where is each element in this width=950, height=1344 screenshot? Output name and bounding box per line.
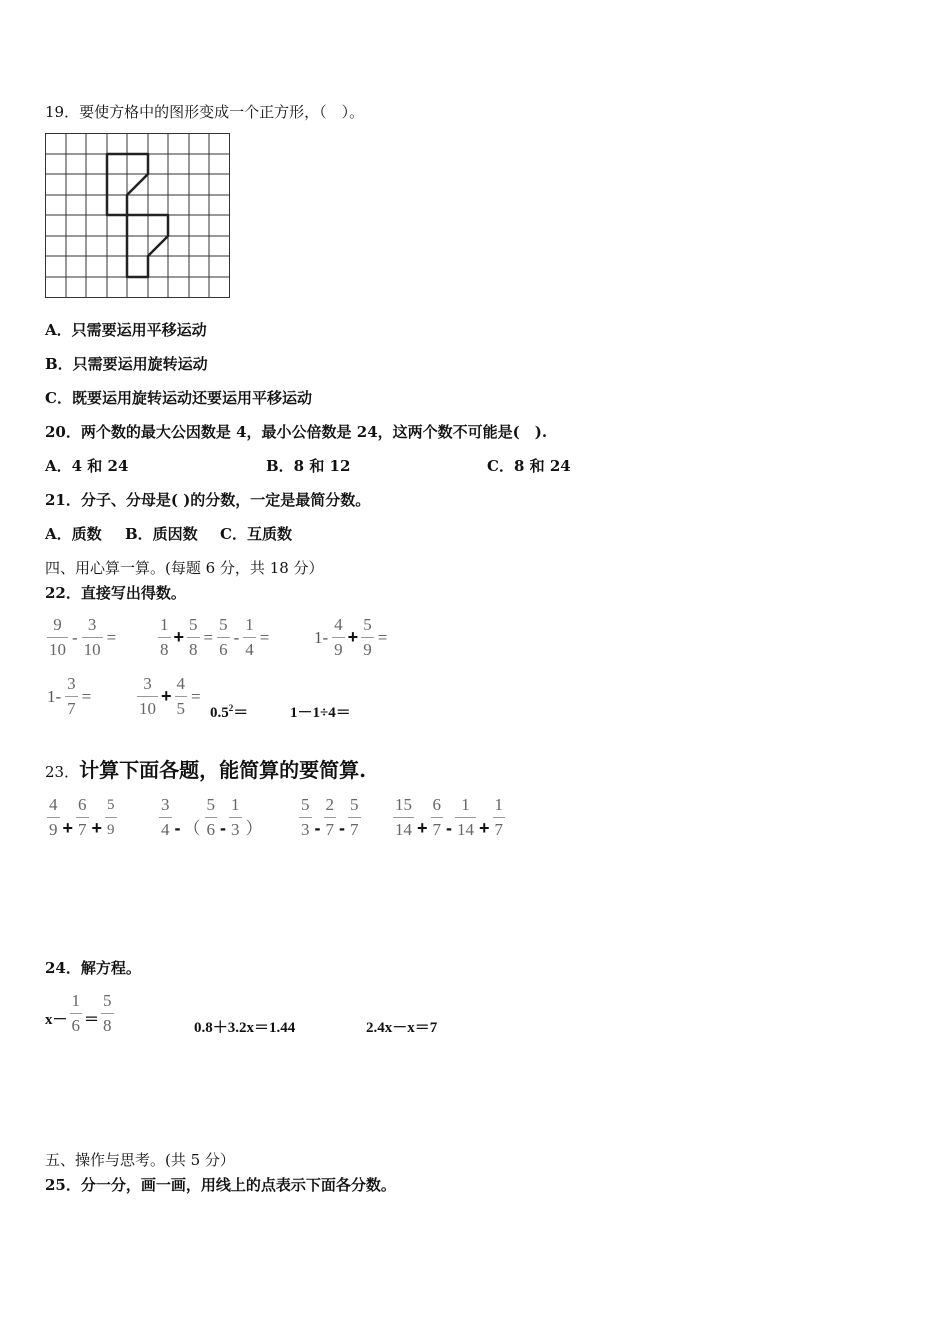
q23-expr-2: $\frac{3}{4}$ - （ $\frac{5}{6}$ - $\frac{1}{3}$ ） <box>161 795 263 839</box>
q22-expr-4: 1- $\frac{3}{7}$ = <box>47 674 92 718</box>
fraction: $\frac{6}{7}$ <box>78 795 87 839</box>
fraction: $\frac{1}{8}$ <box>160 615 169 659</box>
q19-stem: 19．要使方格中的图形变成一个正方形，（ ）。 <box>45 103 365 121</box>
fraction: $\frac{1}{6}$ <box>71 991 81 1035</box>
q19-option-a: A．只需要运用平移运动 <box>45 321 207 339</box>
fraction: $\frac{3}{10}$ <box>83 615 101 659</box>
fraction: $\frac{5}{8}$ <box>189 615 198 659</box>
q24-equation-2: 0.8＋3.2x＝1.44 <box>194 1020 296 1036</box>
q21-option-b: B．质因数 <box>125 525 198 543</box>
fraction: $\frac{4}{9}$ <box>49 795 58 839</box>
q20-option-b: B．8 和 12 <box>266 457 351 475</box>
q21-option-a: A．质数 <box>45 525 102 543</box>
q21-option-c: C．互质数 <box>220 525 292 543</box>
q23-expr-4: $\frac{15}{14}$ + $\frac{6}{7}$ - $\frac{1}{14}$ + $\frac{1}{7}$ <box>395 795 504 839</box>
q24-stem: 24．解方程。 <box>45 959 141 977</box>
fraction: $\frac{1}{7}$ <box>494 795 504 839</box>
q23-number: 23． <box>45 763 80 781</box>
fraction: $\frac{3}{10}$ <box>139 674 156 718</box>
q22-expr-7: 1－1÷4＝ <box>290 705 351 721</box>
q22-expr-1: $\frac{9}{10}$ - $\frac{3}{10}$ = <box>49 615 117 659</box>
fraction: $\frac{5}{3}$ <box>301 795 310 839</box>
q20-option-a: A．4 和 24 <box>45 457 129 475</box>
q23-header <box>45 757 366 783</box>
fraction: $\frac{5}{9}$ <box>363 615 372 659</box>
fraction: $\frac{4}{9}$ <box>334 615 343 659</box>
fraction: $\frac{1}{4}$ <box>245 615 254 659</box>
fraction: $\frac{15}{14}$ <box>395 795 412 839</box>
q20-option-c: C．8 和 24 <box>487 457 571 475</box>
fraction: $\frac{3}{7}$ <box>67 674 76 718</box>
fraction: $\frac{2}{7}$ <box>325 795 334 839</box>
fraction: $\frac{9}{10}$ <box>49 615 66 659</box>
section4-title: 四、用心算一算。(每题 6 分，共 18 分） <box>45 559 324 577</box>
q23-expr-3: $\frac{5}{3}$ - $\frac{2}{7}$ - $\frac{5}{7}$ <box>301 795 359 839</box>
q25-stem: 25．分一分，画一画，用线上的点表示下面各分数。 <box>45 1176 396 1194</box>
grid-figure <box>44 132 232 299</box>
fraction: $\frac{5}{8}$ <box>103 991 112 1035</box>
fraction: $\frac{5}{9}$ <box>107 797 115 838</box>
q22-stem: 22．直接写出得数。 <box>45 584 186 602</box>
q20-stem: 20．两个数的最大公因数是 4，最小公倍数是 24，这两个数不可能是( ). <box>45 423 548 441</box>
section5-title: 五、操作与思考。(共 5 分） <box>45 1151 235 1169</box>
fraction: $\frac{5}{6}$ <box>219 615 228 659</box>
q22-expr-3: 1- $\frac{4}{9}$ + $\frac{5}{9}$ = <box>314 615 388 659</box>
fraction: $\frac{5}{7}$ <box>350 795 359 839</box>
q22-expr-6: $0.5^2=$ <box>210 703 249 721</box>
q21-stem: 21．分子、分母是( )的分数，一定是最简分数。 <box>45 491 371 509</box>
fraction: $\frac{1}{3}$ <box>231 795 240 839</box>
fraction: $\frac{6}{7}$ <box>432 795 442 839</box>
fraction: $\frac{3}{4}$ <box>161 795 170 839</box>
q22-expr-2: $\frac{1}{8}$ + $\frac{5}{8}$ = $\frac{5}{6}$ - $\frac{1}{4}$ = <box>160 615 270 659</box>
q23-expr-1: $\frac{4}{9}$ + $\frac{6}{7}$ + $\frac{5}{9}$ <box>49 795 115 839</box>
q19-option-b: B．只需要运用旋转运动 <box>45 355 208 373</box>
fraction: $\frac{1}{14}$ <box>457 795 475 839</box>
q24-equation-1: x－ $\frac{1}{6}$ ＝ $\frac{5}{8}$ <box>45 991 112 1035</box>
fraction: $\frac{5}{6}$ <box>206 795 215 839</box>
q24-equation-3: 2.4x－x＝7 <box>366 1020 438 1036</box>
fraction: $\frac{4}{5}$ <box>176 674 186 718</box>
shape-outline <box>107 154 168 277</box>
q19-option-c: C．既要运用旋转运动还要运用平移运动 <box>45 389 312 407</box>
q22-expr-5: $\frac{3}{10}$ + $\frac{4}{5}$ = <box>139 674 201 718</box>
q23-stem: 计算下面各题，能简算的要简算. <box>79 758 367 782</box>
